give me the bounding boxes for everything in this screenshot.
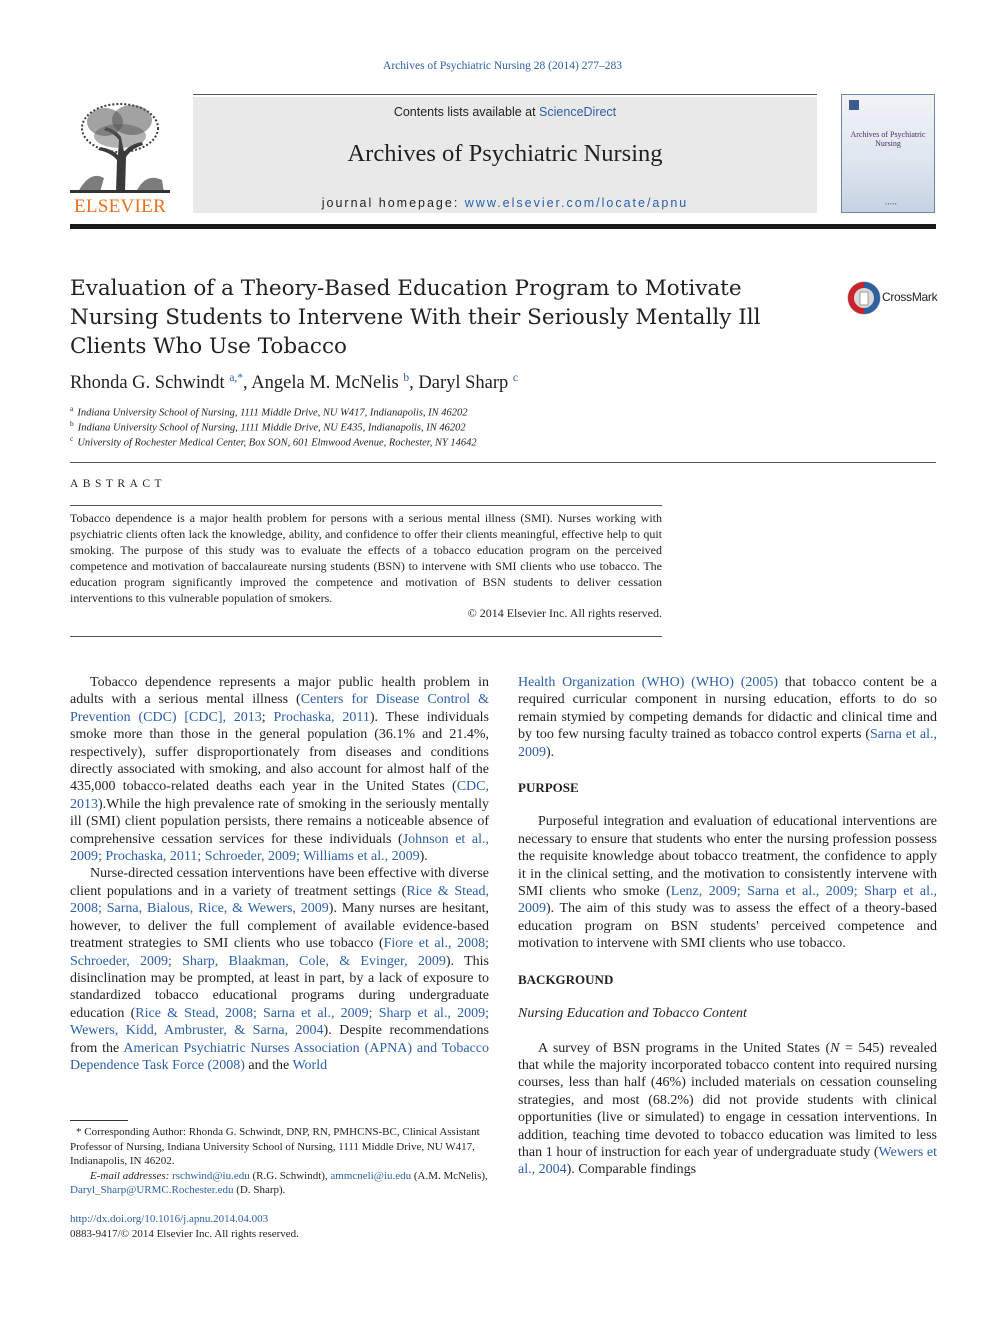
contents-availability: [193, 105, 817, 119]
email-link[interactable]: rschwind@iu.edu: [172, 1169, 250, 1182]
abstract-heading: ABSTRACT: [70, 478, 167, 490]
citation-link[interactable]: World: [292, 1057, 328, 1073]
citation-link[interactable]: Fiore et al., 2008; Schroeder, 2009; Sharp, Blaakman, Cole, & Evinger, 2009: [70, 936, 489, 969]
journal-cover-image[interactable]: [841, 94, 935, 213]
citation-link[interactable]: American Psychiatric Nurses Association (APNA) and Tobacco Dependence Task Force (2008): [70, 1040, 490, 1073]
affiliation: [70, 434, 477, 449]
header-thick-rule: [70, 224, 936, 229]
author-list: Rhonda G. Schwindt $^{a,*}$, Angela M. McNelis $^b$, Daryl Sharp $^c$: [70, 372, 519, 394]
issn-line: 0883-9417/© 2014 Elsevier Inc. All rights reserved.: [70, 1228, 299, 1240]
divider: [70, 636, 662, 637]
email-link[interactable]: ammcneli@iu.edu: [330, 1169, 412, 1182]
affiliation-text: University of Rochester Medical Center, Box SON, 601 Elmwood Avenue, Rochester, NY 14642: [77, 437, 477, 449]
citation-link[interactable]: Johnson et al., 2009; Prochaska, 2011; Schroeder, 2009; Williams et al., 2009: [70, 831, 489, 865]
section-heading-background: BACKGROUND: [518, 971, 614, 987]
abstract-text: Tobacco dependence is a major health problem for persons with a serious mental illness (SMI). Nurses working with psychiatric clients often lack the knowledge, ability, and confidence to offer their clients meaningful, effective help to quit smoking. The purpose of this study was to evaluate the effects of a tobacco education program on the perceived competence and motivation of baccalaureate nursing students (BSN) to intervene with SMI clients who use tobacco. The education program significantly improved the competence and motivation of BSN students to deliver cessation interventions to this vulnerable population of smokers.: [70, 511, 662, 606]
body-paragraph: Purposeful integration and evaluation of educational interventions are necessary to ensure that students who enter the nursing profession possess the requisite knowledge about tobacco treatment, the confidence to apply it in the clinical setting, and the motivation to consistently intervene with SMI clients who smoke (Lenz, 2009; Sarna et al., 2009; Sharp et al., 2009). The aim of this study was to assess the effect of a theory-based education program on BSN students' perceived competence and motivation to intervene with SMI clients who use tobacco.: [518, 814, 938, 952]
citation-link[interactable]: Health Organization (WHO) (WHO) (2005): [518, 675, 779, 690]
affiliation-text: Indiana University School of Nursing, 1111 Middle Drive, NU W417, Indianapolis, IN 46202: [77, 407, 468, 419]
cover-emblem-icon: [849, 100, 859, 110]
email-label: E-mail addresses:: [90, 1169, 173, 1182]
email-owner: (A.M. McNelis),: [411, 1169, 488, 1182]
footnote: [70, 1125, 489, 1198]
italic-symbol: N: [830, 1040, 840, 1056]
cover-footer: ▪ ▪ ▪ ▪ ▪: [885, 201, 897, 206]
doi-link[interactable]: http://dx.doi.org/10.1016/j.apnu.2014.04.003: [70, 1213, 269, 1225]
corresponding-author-note: * Corresponding Author: Rhonda G. Schwindt, DNP, RN, PMHCNS-BC, Clinical Assistant Professor of Nursing, Indiana University School of Nursing, 1111 Middle Drive, NU W417, Indianapolis, IN 46202.: [70, 1126, 480, 1167]
body-paragraph: A survey of BSN programs in the United States (N = 545) revealed that while the majority incorporated tobacco content into required nursing courses, less than half (46%) included materials on cessation counseling strategies, and most (68.2%) did not provide students with clinical opportunities (live or simulated) to engage in cessation interventions. In addition, teaching time devoted to tobacco education was limited to less than 1 hour of instruction for each year of undergraduate study (Wewers et al., 2004). Comparable findings: [518, 1040, 937, 1178]
journal-homepage: [193, 196, 817, 210]
divider: [70, 505, 662, 506]
sciencedirect-link[interactable]: ScienceDirect: [539, 105, 617, 119]
email-owner: (R.G. Schwindt),: [249, 1169, 331, 1182]
section-heading-purpose: PURPOSE: [518, 780, 579, 796]
citation-link[interactable]: Rice & Stead, 2008; Sarna et al., 2009; Sharp et al., 2009; Wewers, Kidd, Ambruster, & Sarna, 2004: [70, 1005, 489, 1039]
citation-link[interactable]: Archives of Psychiatric Nursing 28 (2014) 277–283: [383, 60, 622, 72]
author-affiliation-marker[interactable]: c: [512, 372, 519, 384]
body-column-left: [70, 674, 489, 1074]
author-affiliation-marker[interactable]: b: [403, 372, 410, 384]
author-name: Rhonda G. Schwindt: [70, 373, 225, 394]
body-paragraph: Health Organization (WHO) (WHO) (2005) that tobacco content be a required curricular component in nursing education, efforts to do so remain stymied by competing demands for didactic and clinical time and by too few nursing faculty trained as tobacco control experts (Sarna et al., 2009).: [518, 675, 937, 760]
divider: [70, 462, 936, 463]
author-name: Angela M. McNelis: [251, 373, 399, 394]
body-paragraph: Nurse-directed cessation interventions have been effective with diverse client populations and in a variety of treatment settings (Rice & Stead, 2008; Sarna, Bialous, Rice, & Wewers, 2009). Many nurses are hesitant, however, to deliver the full complement of available evidence-based treatment strategies to SMI clients who use tobacco (Fiore et al., 2008; Schroeder, 2009; Sharp, Blaakman, Cole, & Evinger, 2009). This disinclination may be prompted, at least in part, by a lack of exposure to standardized tobacco educational programs during undergraduate education (Rice & Stead, 2008; Sarna et al., 2009; Sharp et al., 2009; Wewers, Kidd, Ambruster, & Sarna, 2004). Despite recommendations from the American Psychiatric Nurses Association (APNA) and Tobacco Dependence Task Force (2008) and the World: [70, 866, 490, 1073]
body-column-right: [518, 674, 937, 1179]
author-affiliation-marker[interactable]: a,*: [229, 372, 244, 384]
citation-link[interactable]: Sarna et al., 2009: [518, 727, 937, 760]
cover-title: Archives of Psychiatric Nursing: [850, 130, 926, 148]
citation-link[interactable]: Centers for Disease Control & Prevention (CDC) [CDC], 2013: [70, 692, 489, 725]
affiliation-key: a: [70, 404, 74, 413]
subsection-heading: Nursing Education and Tobacco Content: [518, 1006, 747, 1022]
footnote-rule: [70, 1120, 128, 1121]
body-paragraph: Tobacco dependence represents a major public health problem in adults with a serious mental illness (Centers for Disease Control & Prevention (CDC) [CDC], 2013; Prochaska, 2011). These individuals smoke more than those in the general population (36.1% and 21.4%, respectively), suffer disproportionately from diseases and conditions directly associated with smoking, and also account for almost half of the 435,000 tobacco-related deaths each year in the United States (CDC, 2013).While the high prevalence rate of smoking in the seriously mentally ill (SMI) client population persists, there remains a noticeable absence of comprehensive cessation services for these individuals (Johnson et al., 2009; Prochaska, 2011; Schroeder, 2009; Williams et al., 2009).: [70, 675, 489, 865]
citation-link[interactable]: Prochaska, 2011: [273, 709, 370, 725]
abstract-copyright: © 2014 Elsevier Inc. All rights reserved.: [467, 606, 662, 620]
contents-prefix: Contents lists available at: [393, 105, 540, 119]
article-title: Evaluation of a Theory-Based Education Program to Motivate Nursing Students to Intervene With their Seriously Mentally Ill Clients Who Use Tobacco: [70, 276, 761, 359]
affiliation-key: c: [70, 434, 74, 443]
citation-link[interactable]: Rice & Stead, 2008; Sarna, Bialous, Rice, & Wewers, 2009: [70, 883, 489, 917]
header-rule: [193, 94, 817, 95]
affiliation-key: b: [70, 419, 74, 428]
journal-title: Archives of Psychiatric Nursing: [347, 140, 663, 167]
doi-line[interactable]: [70, 1213, 268, 1225]
author-name: Daryl Sharp: [418, 373, 509, 394]
elsevier-wordmark: ELSEVIER: [73, 196, 167, 217]
homepage-prefix: journal homepage:: [321, 196, 465, 210]
affiliation: [70, 404, 468, 419]
affiliation: [70, 419, 466, 434]
citation-link[interactable]: Wewers et al., 2004: [518, 1144, 937, 1178]
homepage-link[interactable]: www.elsevier.com/locate/apnu: [464, 196, 689, 210]
citation-link[interactable]: Lenz, 2009; Sarna et al., 2009; Sharp et al., 2009: [518, 884, 938, 917]
email-owner: (D. Sharp).: [233, 1184, 286, 1196]
journal-citation[interactable]: [0, 60, 990, 72]
crossmark-label[interactable]: CrossMark: [882, 290, 938, 304]
affiliation-text: Indiana University School of Nursing, 1111 Middle Drive, NU E435, Indianapolis, IN 46202: [77, 422, 466, 434]
email-link[interactable]: Daryl_Sharp@URMC.Rochester.edu: [70, 1184, 234, 1196]
email-addresses: [70, 1169, 489, 1198]
citation-link[interactable]: CDC, 2013: [70, 779, 489, 812]
